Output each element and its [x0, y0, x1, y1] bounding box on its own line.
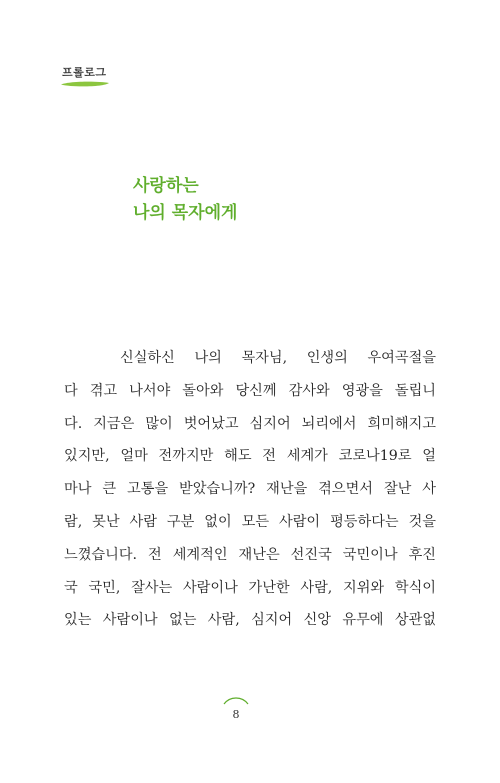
body-line: 신실하신 나의 목자님, 인생의 우여곡절을 — [120, 350, 436, 366]
page-number-arc-decoration — [222, 695, 250, 705]
body-line: 마나 큰 고통을 받았습니까? 재난을 겪으면서 잘난 사 — [64, 481, 436, 498]
body-line: 국 국민, 잘사는 사람이나 가난한 사람, 지위와 학식이 — [64, 579, 436, 596]
section-underline-decoration — [60, 80, 110, 88]
chapter-title-line-1: 사랑하는 — [133, 176, 199, 196]
body-line: 있는 사람이나 없는 사람, 심지어 신앙 유무에 상관없 — [64, 612, 436, 629]
body-line: 다 겪고 나서야 돌아와 당신께 감사와 영광을 돌립니 — [64, 382, 436, 399]
body-line: 느꼈습니다. 전 세계적인 재난은 선진국 국민이나 후진 — [64, 546, 436, 563]
section-label: 프롤로그 — [62, 66, 107, 79]
page-number: 8 — [232, 708, 240, 721]
chapter-title-line-2: 나의 목자에게 — [133, 203, 238, 223]
body-line: 람, 못난 사람 구분 없이 모든 사람이 평등하다는 것을 — [64, 513, 436, 530]
body-paragraph — [64, 342, 436, 637]
body-line: 다. 지금은 많이 벗어났고 심지어 뇌리에서 희미해지고 — [64, 415, 436, 432]
body-line: 있지만, 얼마 전까지만 해도 전 세계가 코로나19로 얼 — [64, 448, 436, 465]
chapter-title — [133, 173, 237, 227]
